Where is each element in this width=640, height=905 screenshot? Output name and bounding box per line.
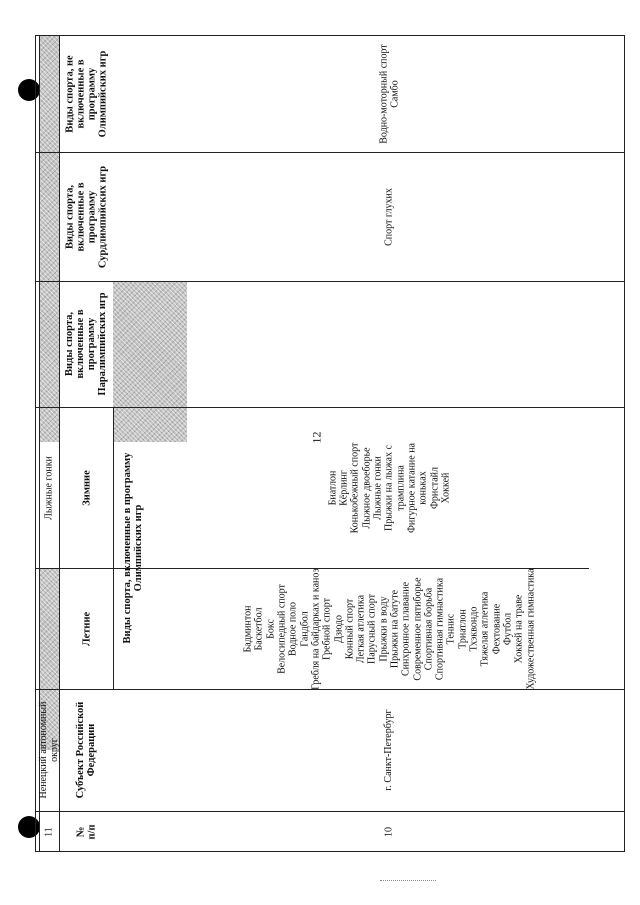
header-num	[59, 811, 113, 852]
winter-sport-item: Фигурное катание на	[405, 442, 417, 533]
summer-sport-item: Конный спорт	[343, 598, 355, 659]
row11-winter	[39, 407, 59, 568]
summer-sport-item: Фехтование	[490, 603, 502, 654]
summer-sport-item: Водное поло	[287, 601, 299, 656]
row11-num	[39, 811, 59, 852]
summer-sport-item: Парусный спорт	[366, 593, 378, 664]
line	[624, 35, 625, 852]
header-surdlympic-line3: программу	[86, 190, 98, 243]
line	[35, 281, 625, 282]
header-summer	[59, 568, 113, 689]
header-non-olympic	[59, 35, 113, 152]
summer-sport-item: Бокс	[264, 618, 276, 639]
row10-non-olympic	[153, 35, 624, 152]
header-nonolympic-line1: Виды спорта, не	[64, 54, 76, 133]
header-paralympic-line2: включенные в	[75, 309, 86, 379]
header-olympic-group	[113, 407, 153, 689]
summer-sport-item: Художественная гимнастика	[524, 567, 536, 690]
summer-sport-item: Дзюдо	[332, 614, 344, 643]
header-subject-line1: Субъект Российской	[75, 701, 86, 799]
winter-sport-item: коньках	[417, 470, 429, 505]
summer-sport-item: Триатлон	[456, 608, 468, 649]
winter-sport-item: Хоккей	[439, 472, 451, 503]
summer-sport-item: Тяжелая атлетика	[479, 591, 491, 666]
sports-table	[35, 35, 625, 852]
row11-subject-line1: Ненецкий автономный	[37, 701, 49, 799]
winter-sport-item: Конькобежный спорт	[349, 442, 361, 533]
header-subject	[59, 689, 113, 811]
header-num-line1: №	[75, 826, 87, 837]
row10-num-value: 10	[383, 826, 395, 837]
header-nonolympic-line3: программу	[86, 67, 98, 120]
header-olympic-line1: Виды спорта, включенные в программу	[122, 452, 133, 644]
header-surdlympic	[59, 152, 113, 281]
summer-sport-item: Прыжки в воду	[377, 595, 389, 662]
summer-sport-item: Бадминтон	[242, 605, 254, 652]
header-nonolympic-line2: включенные в	[75, 58, 87, 129]
summer-sport-item: Футбол	[501, 612, 513, 645]
summer-sport-item: Спортивная борьба	[422, 587, 434, 670]
header-nonolympic-line4: Олимпийских игр	[97, 50, 109, 137]
row10-subject-value: г. Санкт-Петербург	[382, 709, 394, 791]
row10-summer	[153, 568, 624, 689]
summer-sport-item: Гандбол	[298, 610, 310, 647]
header-surdlympic-line4: Сурдлимпийских игр	[97, 165, 109, 268]
row11-subject-line2: округ	[49, 738, 60, 762]
non-olympic-sport-item: Водно-моторный спорт	[377, 43, 389, 144]
header-subject-line2: Федерации	[86, 723, 97, 777]
header-olympic-line2: Олимпийских игр	[133, 504, 144, 592]
line	[35, 35, 36, 852]
summer-sport-item: Велосипедный спорт	[276, 583, 288, 674]
row10-winter	[153, 407, 624, 568]
surdlympic-sport-item: Спорт глухих	[383, 187, 395, 246]
shade-r11-surdlympic	[39, 152, 59, 281]
header-winter	[59, 407, 113, 568]
winter-sport-item: трамплина	[394, 464, 406, 511]
header-surdlympic-line1: Виды спорта,	[64, 184, 76, 249]
header-paralympic-line1: Виды спорта,	[64, 312, 75, 377]
winter-sport-item: Лыжное двоеборье	[360, 446, 372, 529]
summer-sport-item: Баскетбол	[253, 607, 265, 650]
header-winter-label: Зимние	[81, 469, 92, 506]
winter-sport-item: Лыжные гонки	[43, 455, 55, 520]
header-paralympic-line4: Паралимпийских игр	[97, 292, 108, 396]
summer-sport-item: Гребля на байдарках и каноэ	[309, 567, 321, 690]
summer-sport-item: Спортивная гимнастика	[434, 577, 446, 680]
winter-sport-item: Прыжки на лыжах с	[383, 444, 395, 531]
row10-num	[153, 811, 624, 852]
summer-sport-item: Легкая атлетика	[355, 594, 367, 663]
summer-sport-item: Современное пятиборье	[411, 576, 423, 681]
row11-num-value: 11	[43, 826, 55, 837]
winter-sport-item: Биатлон	[326, 470, 338, 505]
non-olympic-sport-item: Самбо	[389, 79, 400, 108]
header-surdlympic-line2: включенные в	[75, 181, 87, 252]
row11-subject	[39, 689, 59, 811]
winter-sport-item: Лыжные гонки	[372, 455, 384, 520]
summer-sport-item: Прыжки на батуте	[389, 589, 400, 668]
summer-sport-item: Синхронное плавание	[400, 581, 412, 676]
summer-sport-item: Тхэквондо	[468, 606, 480, 651]
page-number: 12	[309, 431, 324, 444]
winter-sport-item: Фристайл	[428, 466, 440, 509]
header-paralympic	[59, 281, 113, 407]
summer-sport-item: Хоккей на траве	[513, 594, 525, 663]
header-paralympic-line3: программу	[86, 317, 97, 371]
row10-subject	[153, 689, 624, 811]
summer-sport-item: Теннис	[445, 613, 457, 644]
winter-sport-item: Кёрлинг	[338, 469, 350, 506]
summer-sport-item: Гребной спорт	[321, 597, 333, 660]
shade-r11-nonolympic	[39, 35, 59, 152]
header-summer-label: Летние	[81, 611, 92, 646]
header-num-line2: п/п	[86, 823, 98, 840]
row10-surdlympic	[153, 152, 624, 281]
scan-mark	[380, 880, 436, 882]
